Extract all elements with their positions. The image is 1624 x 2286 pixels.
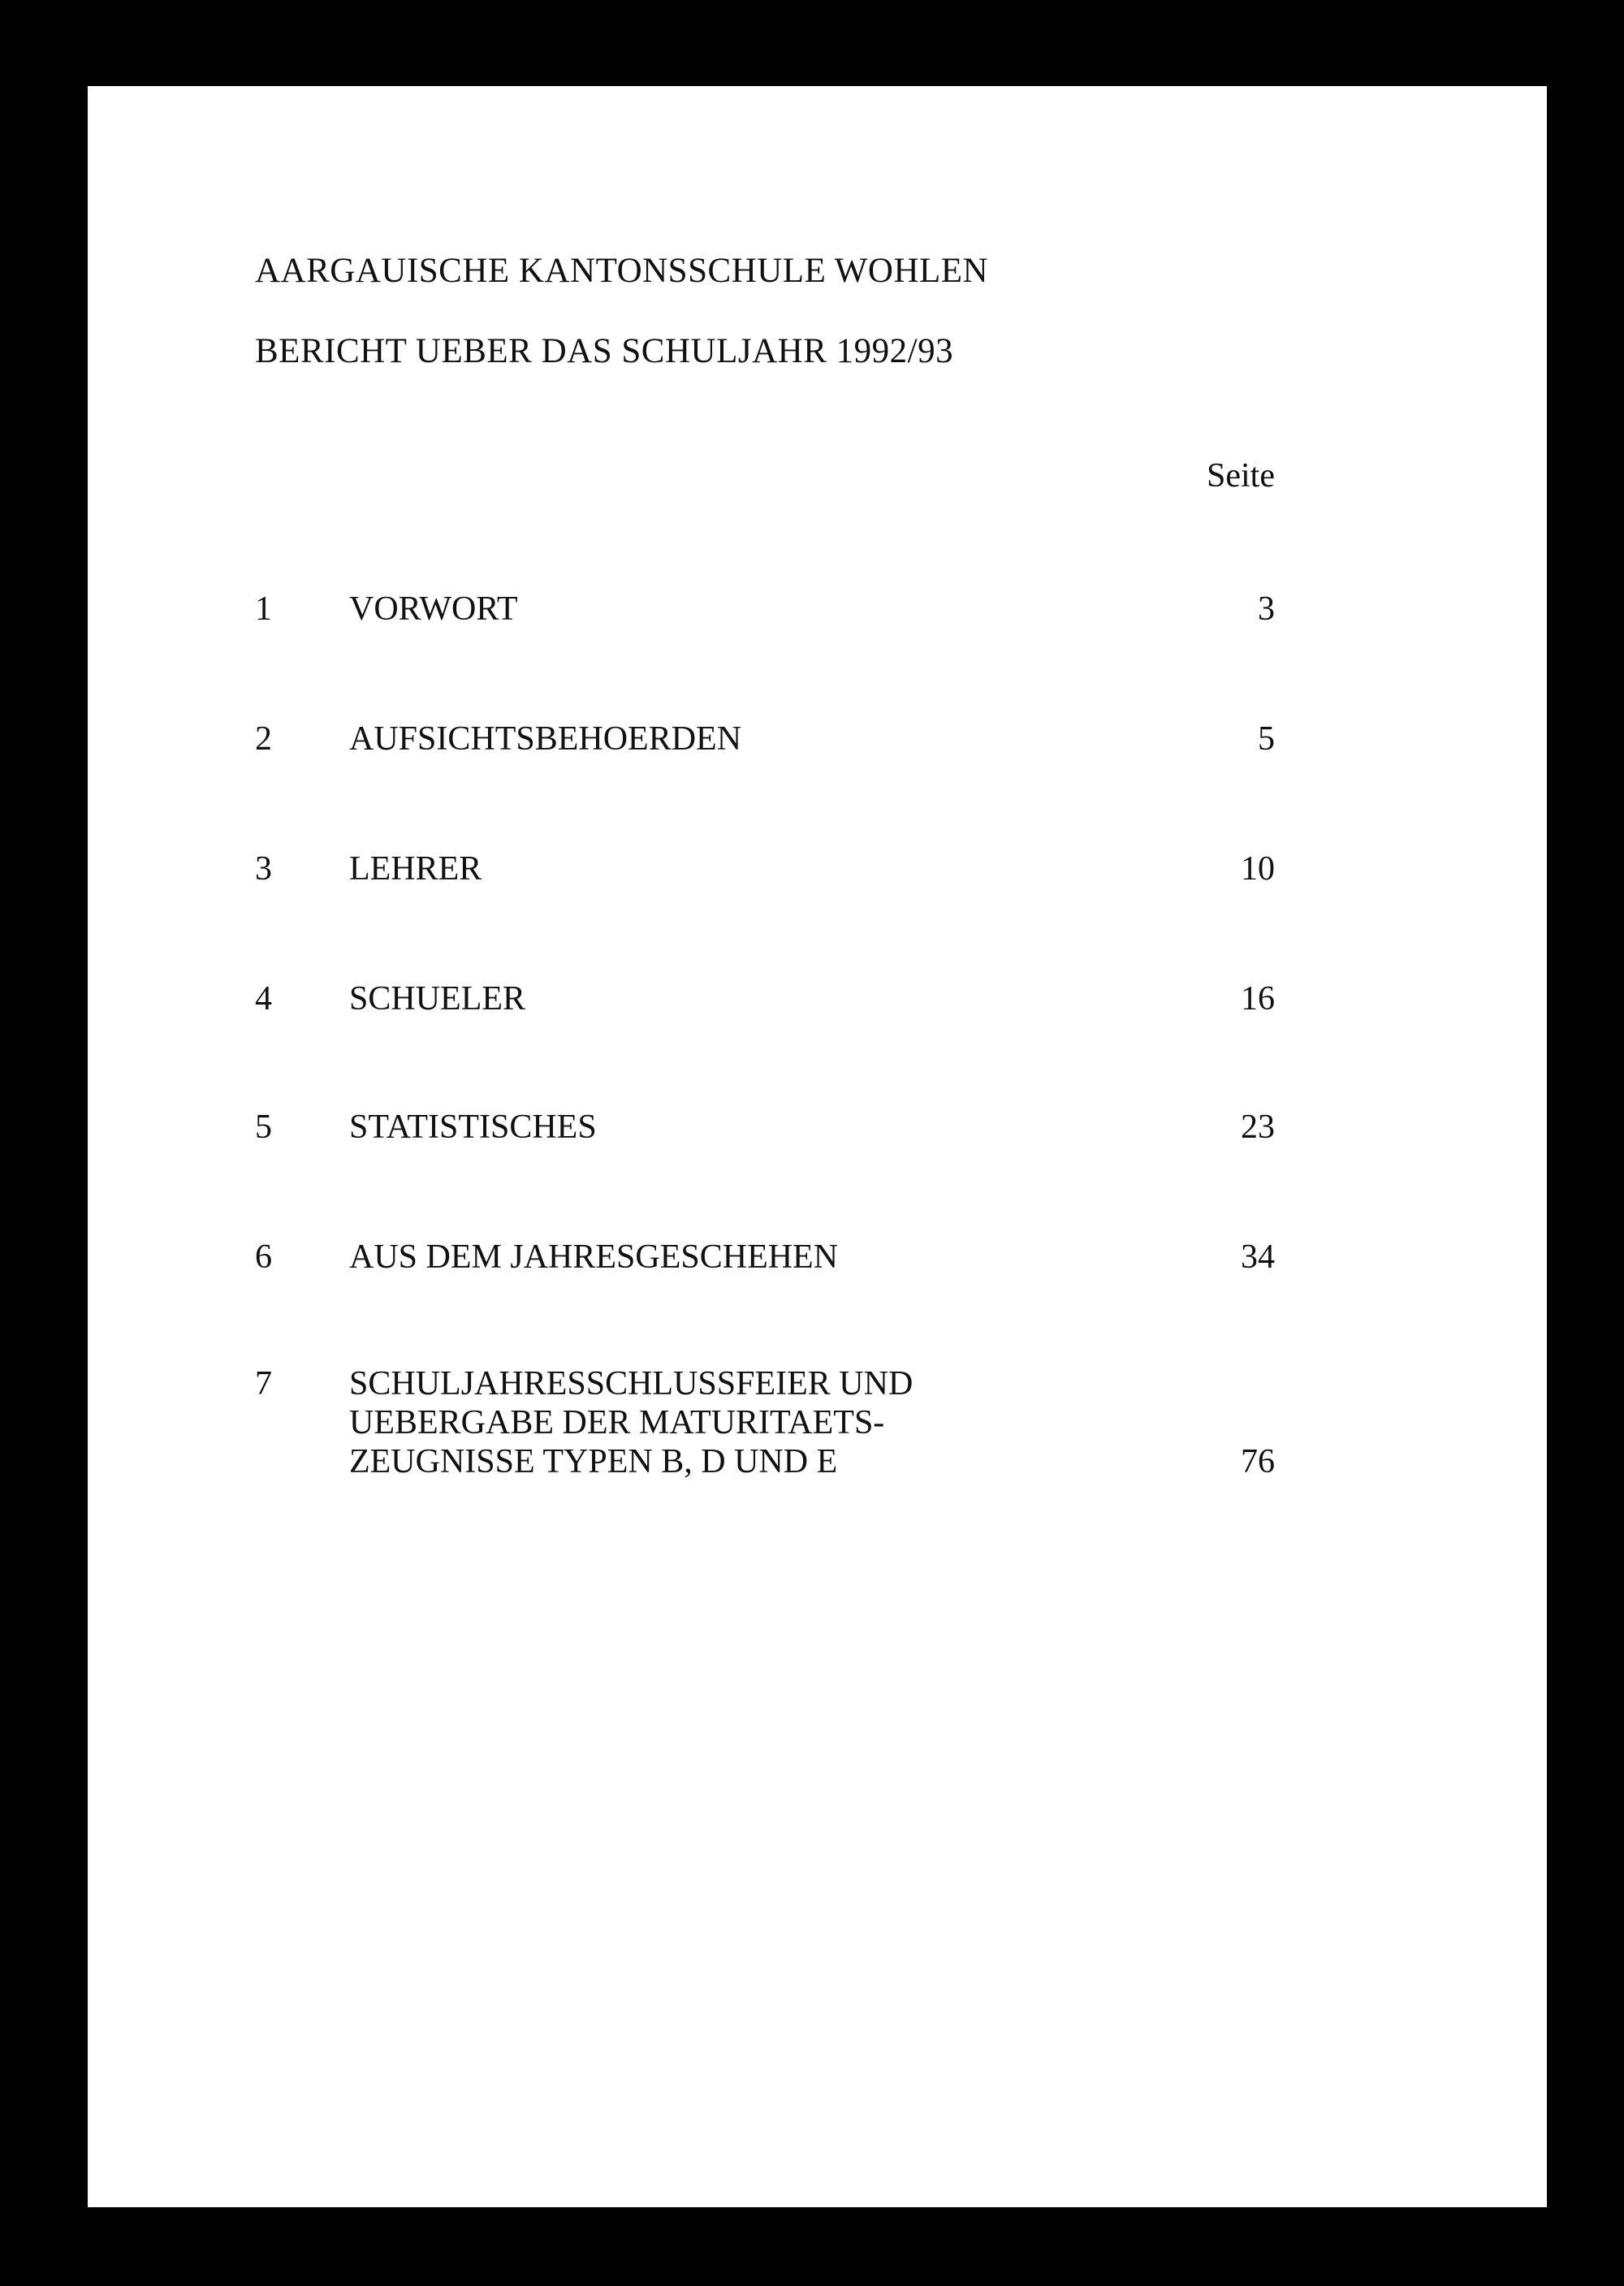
toc-number: 2 bbox=[255, 720, 272, 758]
toc-page-number: 16 bbox=[1241, 980, 1275, 1018]
toc-title-line: ZEUGNISSE TYPEN B, D UND E bbox=[349, 1443, 838, 1480]
toc-title: LEHRER bbox=[349, 850, 482, 888]
toc-number: 5 bbox=[255, 1108, 272, 1146]
toc-page-number: 76 bbox=[1241, 1443, 1275, 1480]
toc-page-number: 5 bbox=[1258, 720, 1275, 758]
page-column-label: Seite bbox=[1207, 457, 1275, 495]
toc-title-line: UEBERGABE DER MATURITAETS- bbox=[349, 1404, 885, 1441]
toc-page-number: 10 bbox=[1241, 850, 1275, 888]
school-name: AARGAUISCHE KANTONSSCHULE WOHLEN bbox=[255, 252, 989, 290]
report-title: BERICHT UEBER DAS SCHULJAHR 1992/93 bbox=[255, 332, 954, 370]
toc-page-number: 23 bbox=[1241, 1108, 1275, 1146]
toc-number: 1 bbox=[255, 590, 272, 628]
toc-title: AUFSICHTSBEHOERDEN bbox=[349, 720, 742, 758]
toc-title-line: SCHULJAHRESSCHLUSSFEIER UND bbox=[349, 1365, 914, 1402]
toc-title: STATISTISCHES bbox=[349, 1108, 597, 1146]
toc-number: 7 bbox=[255, 1365, 272, 1402]
toc-title: VORWORT bbox=[349, 590, 518, 628]
toc-page-number: 34 bbox=[1241, 1238, 1275, 1276]
toc-number: 6 bbox=[255, 1238, 272, 1276]
toc-number: 3 bbox=[255, 850, 272, 888]
document-page bbox=[88, 86, 1547, 2207]
toc-title: AUS DEM JAHRESGESCHEHEN bbox=[349, 1238, 839, 1276]
toc-title bbox=[349, 1364, 913, 1481]
toc-number: 4 bbox=[255, 980, 272, 1018]
toc-title: SCHUELER bbox=[349, 980, 526, 1018]
toc-page-number: 3 bbox=[1258, 590, 1275, 628]
